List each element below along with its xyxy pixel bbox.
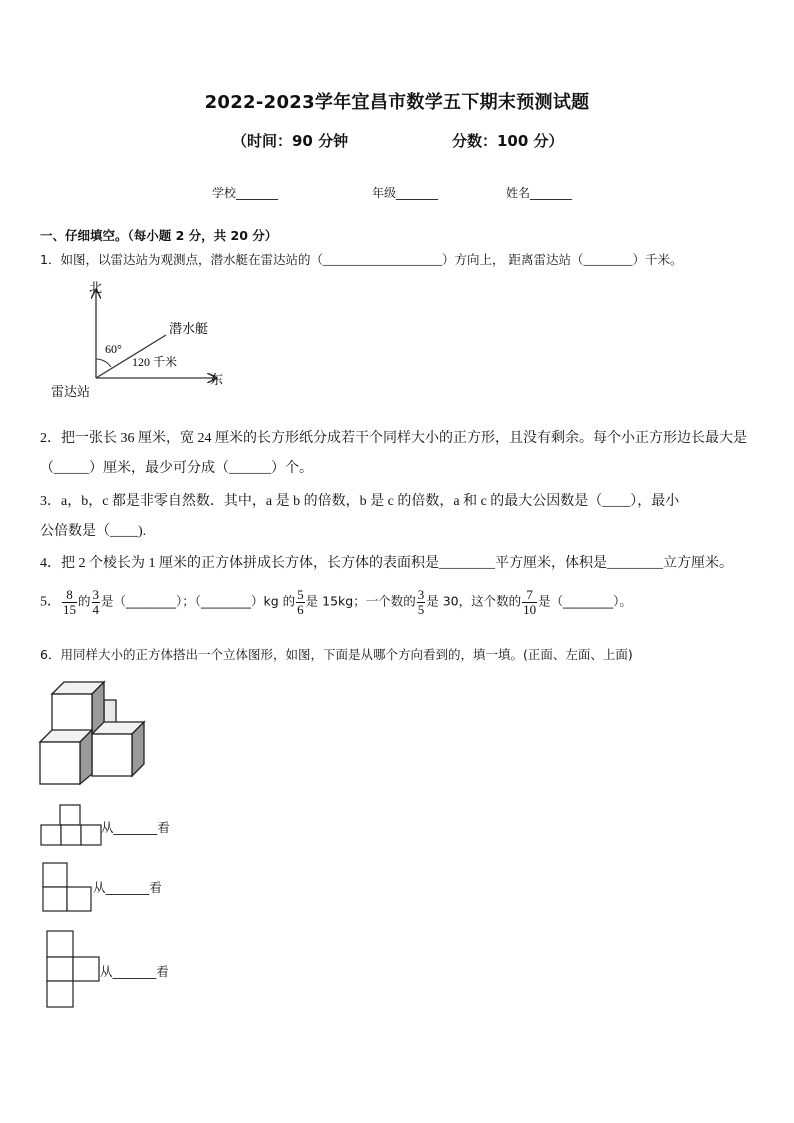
q6-text: 6．用同样大小的正方体搭出一个立体图形，如图，下面是从哪个方向看到的，填一填。(正面、左面、上面) xyxy=(40,647,633,662)
view-2-text: 从_______看 xyxy=(93,880,162,895)
school-field: 学校_______ xyxy=(212,186,279,200)
question-2-line-1 xyxy=(40,427,747,447)
view-2-figure xyxy=(42,862,92,912)
question-4 xyxy=(40,552,733,572)
view-3-figure xyxy=(46,930,100,1008)
fraction-3-4: $\frac{3}{4}$ xyxy=(92,587,100,617)
view-3-label xyxy=(100,962,169,981)
section-heading: 一、仔细填空。（每小题 2 分，共 20 分） xyxy=(40,228,278,243)
fraction-5-6: $\frac{5}{6}$ xyxy=(297,587,304,617)
view-1-figure xyxy=(40,804,102,846)
radar-diagram xyxy=(44,278,234,403)
q5-text-3: 是 15kg；一个数的 xyxy=(305,593,416,609)
q2-text-1: 2．把一张长 36 厘米，宽 24 厘米的长方形纸分成若干个同样大小的正方形，且没有剩余。每个小正方形边长最大是 xyxy=(40,431,747,446)
q2-text-2: （_____）厘米，最少可分成（______）个。 xyxy=(40,461,313,476)
view-2-label xyxy=(93,878,162,897)
question-3-line-1 xyxy=(40,490,679,510)
page-title: 2022-2023学年宜昌市数学五下期末预测试题 xyxy=(204,92,590,113)
q5-prefix: 5． xyxy=(40,594,61,610)
view-3-text: 从_______看 xyxy=(100,964,169,979)
q5-text-1: 的 xyxy=(78,593,91,609)
time-label: （时间：90 分钟 xyxy=(232,132,349,150)
fraction-3-5: $\frac{3}{5}$ xyxy=(417,587,425,617)
q1-text-b: ）方向上， 距离雷达站（ xyxy=(441,252,584,267)
q1-blank-b: _______ xyxy=(583,253,633,268)
question-3-line-2 xyxy=(40,520,146,540)
distance-label: 120 千米 xyxy=(132,355,178,369)
north-label: 北 xyxy=(89,280,103,295)
q5-text-4: 是 30，这个数的 xyxy=(426,593,522,609)
fraction-7-10: $\frac{7}{10}$ xyxy=(523,587,537,617)
name-field: 姓名_______ xyxy=(506,186,573,200)
q1-blank-a: _________________ xyxy=(322,253,442,268)
question-6 xyxy=(40,645,633,664)
fraction-8-15: $\frac{8}{15}$ xyxy=(63,587,76,617)
east-label: 东 xyxy=(210,372,224,387)
q4-text: 4．把 2 个棱长为 1 厘米的正方体拼成长方体，长方体的表面积是________平方厘米，体积是________立方厘米。 xyxy=(40,556,733,571)
q5-text-5: 是（________）。 xyxy=(538,593,632,609)
q1-text-a: 1．如图，以雷达站为观测点，潜水艇在雷达站的（ xyxy=(40,252,323,267)
submarine-label: 潜水艇 xyxy=(169,321,209,336)
q3-text-2: 公倍数是（____). xyxy=(40,524,147,539)
view-1-label xyxy=(101,818,170,837)
angle-label: 60° xyxy=(105,342,122,356)
question-5 xyxy=(40,588,632,617)
q3-text-1: 3．a，b，c 都是非零自然数．其中，a 是 b 的倍数，b 是 c 的倍数，a 和 c 的最大公因数是（____），最小 xyxy=(40,494,680,509)
radar-station-label: 雷达站 xyxy=(51,384,91,399)
cube-stack-figure xyxy=(36,678,152,788)
grade-field: 年级_______ xyxy=(372,186,439,200)
q5-text-2: 是（________）；（________）kg 的 xyxy=(101,593,296,609)
view-1-text: 从_______看 xyxy=(101,820,170,835)
question-1 xyxy=(40,250,682,269)
score-label: 分数：100 分） xyxy=(452,132,564,150)
q1-text-c: ）千米。 xyxy=(632,252,683,267)
angle-arc xyxy=(96,359,111,367)
question-2-line-2 xyxy=(40,457,313,477)
